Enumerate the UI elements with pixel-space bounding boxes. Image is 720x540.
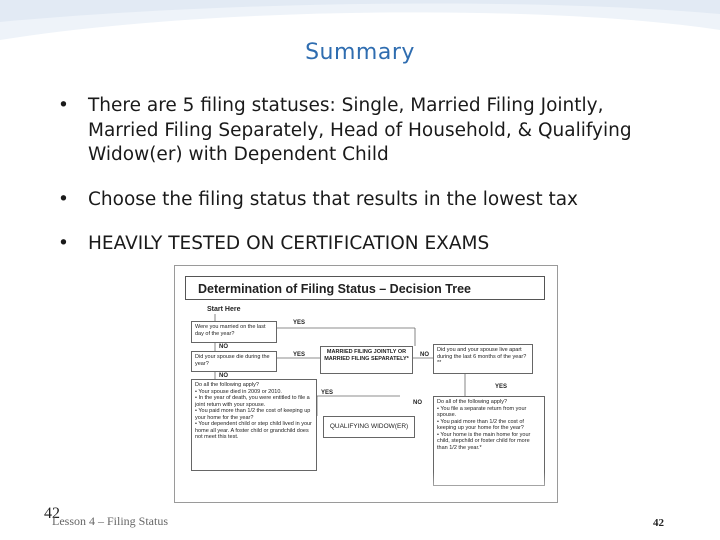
decision-tree-heading: Determination of Filing Status – Decision Tree: [185, 276, 545, 300]
right-following-apply-box: Do all of the following apply? • You file a separate return from your spouse. • You paid more than 1/2 the cost of keeping up your home for the year? • Your home is the main home for your child, stepchild or foster child for more than 1/2 the year.*: [433, 396, 545, 486]
slide-number-left: 42: [44, 505, 60, 522]
bullet-text: HEAVILY TESTED ON CERTIFICATION EXAMS: [88, 233, 490, 254]
decision-tree-image: [174, 265, 558, 503]
lived-apart-question-box: Did you and your spouse live apart during the last 6 months of the year?**: [433, 344, 533, 374]
no-label: NO: [219, 373, 228, 379]
bullet-dot-icon: •: [58, 95, 69, 116]
no-label: NO: [420, 352, 429, 358]
bullet-dot-icon: •: [58, 188, 69, 210]
no-label: NO: [219, 344, 228, 350]
yes-label: YES: [293, 320, 306, 326]
bullet-text: There are 5 filing statuses: Single, Married Filing Jointly, Married Filing Separately, Head of Household, & Qualifying Widow(er) with Dependent Child: [88, 95, 632, 165]
bullet-item: [56, 188, 676, 213]
bullet-list: [56, 94, 676, 277]
married-question-box: Were you married on the last day of the year?: [191, 321, 277, 343]
bullet-item: [56, 94, 676, 168]
bullet-item: [56, 232, 676, 257]
spouse-died-question-box: Did your spouse die during the year?: [191, 351, 277, 372]
qualifying-widower-box: QUALIFYING WIDOW(ER): [323, 416, 415, 438]
start-label: Start Here: [207, 306, 241, 313]
no-label: NO: [413, 400, 422, 406]
image-fade: [175, 472, 557, 502]
slide-number-right: 42: [653, 517, 664, 529]
slide-title: Summary: [305, 40, 415, 65]
yes-label: YES: [293, 352, 306, 358]
bullet-text: Choose the filing status that results in the lowest tax: [88, 188, 579, 210]
following-apply-box: Do all the following apply? • Your spouse died in 2009 or 2010. • In the year of death, you were entitled to file a joint return with your spouse. • You paid more than 1/2 the cost of keeping up your home for the year? • Your dependent child or step child lived in your home all year. A foster child or grandchild does not meet this test.: [191, 379, 317, 471]
yes-label: YES: [321, 390, 334, 396]
yes-label: YES: [495, 384, 508, 390]
bullet-dot-icon: •: [58, 233, 69, 254]
mfj-result-box: MARRIED FILING JOINTLY OR MARRIED FILING SEPARATELY*: [320, 346, 413, 374]
lesson-footer: Lesson 4 – Filing Status: [52, 514, 169, 528]
